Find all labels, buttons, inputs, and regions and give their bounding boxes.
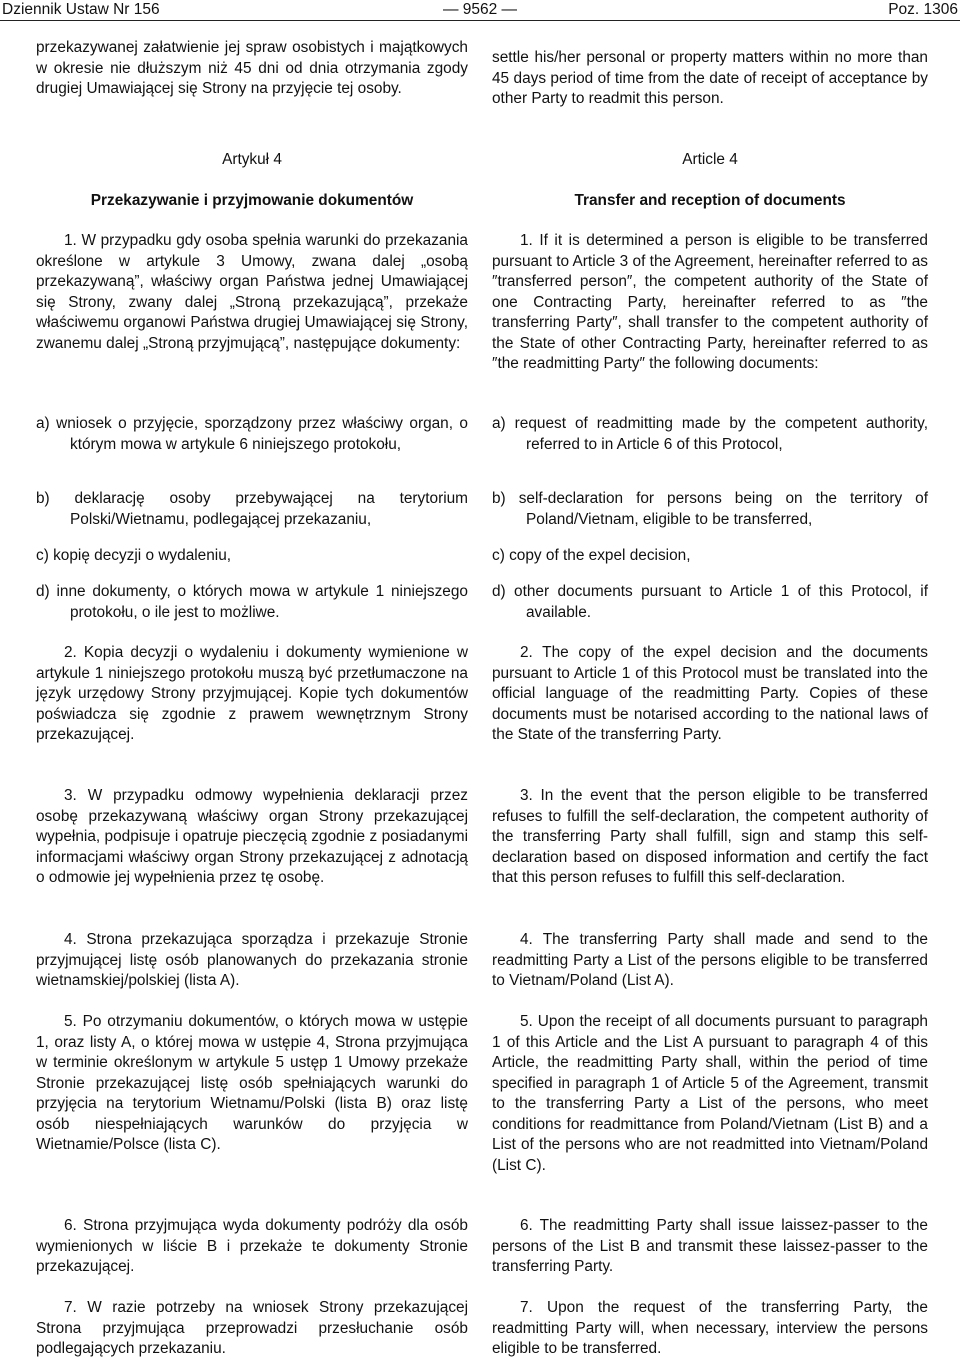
pl-item-a: a) wniosek o przyjęcie, sporządzony przez właściwy organ, o którym mowa w artykule 6 niniejszego protokołu, — [36, 415, 468, 453]
pl-article-heading: Artykuł 4 — [222, 151, 282, 168]
page-number: — 9562 — — [442, 1, 518, 18]
en-item-a: a) request of readmitting made by the competent authority, referred to in Article 6 of this Protocol, — [492, 415, 928, 453]
en-intro-paragraph: settle his/her personal or property matters within no more than 45 days period of time from the date of receipt of acceptance by other Party to readmit this person. — [492, 49, 928, 107]
pl-paragraph-5: 5. Po otrzymaniu dokumentów, o których mowa w ustępie 1, oraz listy A, o której mowa w ustępie 4, Strona przyjmująca w terminie określonym w artykule 5 ustęp 1 Umowy przekaże Stronie przekazującej listę osób spełniających warunki do przyjęcia na terytorium Wietnamu/Polski (lista B) oraz listę osób niespełniających warunków do przyjęcia w Wietnamie/Polsce (lista C). — [36, 1013, 468, 1153]
en-paragraph-5: 5. Upon the receipt of all documents pursuant to paragraph 1 of this Article and the List A pursuant to paragraph 4 of this Article, the readmitting Party shall, within the period of time specified in paragraph 1 of Article 5 of the Agreement, transmit to the transferring Party a List of the persons, who meet conditions for readmittance from Poland/Vietnam (List B) and a List of the persons who are not readmitted into Vietnam/Poland (List C). — [492, 1013, 928, 1174]
pl-item-d: d) inne dokumenty, o których mowa w artykule 1 niniejszego protokołu, o ile jest to możliwe. — [36, 583, 468, 621]
pl-item-c: c) kopię decyzji o wydaleniu, — [36, 547, 232, 564]
en-paragraph-1: 1. If it is determined a person is eligible to be transferred pursuant to Article 3 of the Agreement, hereinafter referred to as ″transferred person″, the competent authority of the State of one Contracting Party, hereinafter referred to as ″the transferring Party″, shall transfer to the competent authority of the State of other Contracting Party, hereinafter referred to as ″the readmitting Party″ the following documents: — [492, 232, 928, 372]
pl-intro-paragraph: przekazywanej załatwienie jej spraw osobistych i majątkowych w okresie nie dłuższym niż 45 dni od dnia otrzymania zgody drugiej Umawiającej się Strony na przyjęcie tej osoby. — [36, 39, 468, 97]
pl-paragraph-2: 2. Kopia decyzji o wydaleniu i dokumenty wymienione w artykule 1 niniejszego protokołu muszą być przetłumaczone na język urzędowy Strony przyjmującej. Kopie tych dokumentów poświadcza się zgodnie z prawem wewnętrznym Strony przekazującej. — [36, 644, 468, 743]
en-article-heading: Article 4 — [682, 151, 738, 168]
en-article-title: Transfer and reception of documents — [574, 192, 846, 209]
pl-paragraph-1: 1. W przypadku gdy osoba spełnia warunki do przekazania określone w artykule 3 Umowy, zwana dalej „osobą przekazywaną”, właściwy organ Państwa jednej Umawiającej się Strony, zwany dalej „Stroną przekazującą”, przekaże właściwemu organowi Państwa drugiej Umawiającej się Strony, zwanemu dalej „Stroną przyjmującą”, następujące dokumenty: — [36, 232, 468, 352]
header-rule — [0, 20, 960, 21]
pl-paragraph-6: 6. Strona przyjmująca wyda dokumenty podróży dla osób wymienionych w liście B i przekaże te dokumenty Stronie przekazującej. — [36, 1217, 468, 1275]
page-header — [0, 0, 960, 22]
en-item-c: c) copy of the expel decision, — [492, 547, 691, 564]
journal-title: Dziennik Ustaw Nr 156 — [2, 1, 160, 18]
pl-paragraph-3: 3. W przypadku odmowy wypełnienia deklaracji przez osobę przekazywaną właściwy organ Strony przekazującej wypełnia, podpisuje i opatruje pieczęcią zgodnie z posiadanymi informacjami właściwy organ Strony przekazującej z adnotacją o odmowie jej wypełnienia przez tę osobę. — [36, 787, 468, 886]
en-item-b: b) self-declaration for persons being on the territory of Poland/Vietnam, eligible to be transferred, — [492, 490, 928, 528]
pl-item-b: b) deklarację osoby przebywającej na terytorium Polski/Wietnamu, podlegającej przekazaniu, — [36, 490, 468, 528]
pl-paragraph-4: 4. Strona przekazująca sporządza i przekazuje Stronie przyjmującej listę osób planowanych do przekazania stronie wietnamskiej/polskiej (lista A). — [36, 931, 468, 989]
en-paragraph-4: 4. The transferring Party shall made and send to the readmitting Party a List of the persons eligible to be transferred to Vietnam/Poland (List A). — [492, 931, 928, 989]
en-paragraph-7: 7. Upon the request of the transferring Party, the readmitting Party will, when necessary, interview the persons eligible to be transferred. — [492, 1299, 928, 1357]
en-paragraph-3: 3. In the event that the person eligible to be transferred refuses to fulfill the self-declaration, the competent authority of the transferring Party shall fulfill, sign and stamp this self-declaration based on disposed information and certify the fact that this person refuses to fulfill this self-declaration. — [492, 787, 928, 886]
en-paragraph-2: 2. The copy of the expel decision and the documents pursuant to Article 1 of this Protocol must be translated into the official language of the readmitting Party. Copies of these documents must be notarised according to the national laws of the State of the transferring Party. — [492, 644, 928, 743]
pl-paragraph-7: 7. W razie potrzeby na wniosek Strony przekazującej Strona przyjmująca przeprowadzi przesłuchanie osób podlegających przekazaniu. — [36, 1299, 468, 1357]
en-item-d: d) other documents pursuant to Article 1 of this Protocol, if available. — [492, 583, 928, 621]
en-paragraph-6: 6. The readmitting Party shall issue laissez-passer to the persons of the List B and transmit these laissez-passer to the transferring Party. — [492, 1217, 928, 1275]
pl-article-title: Przekazywanie i przyjmowanie dokumentów — [90, 192, 414, 209]
position-number: Poz. 1306 — [888, 1, 958, 18]
